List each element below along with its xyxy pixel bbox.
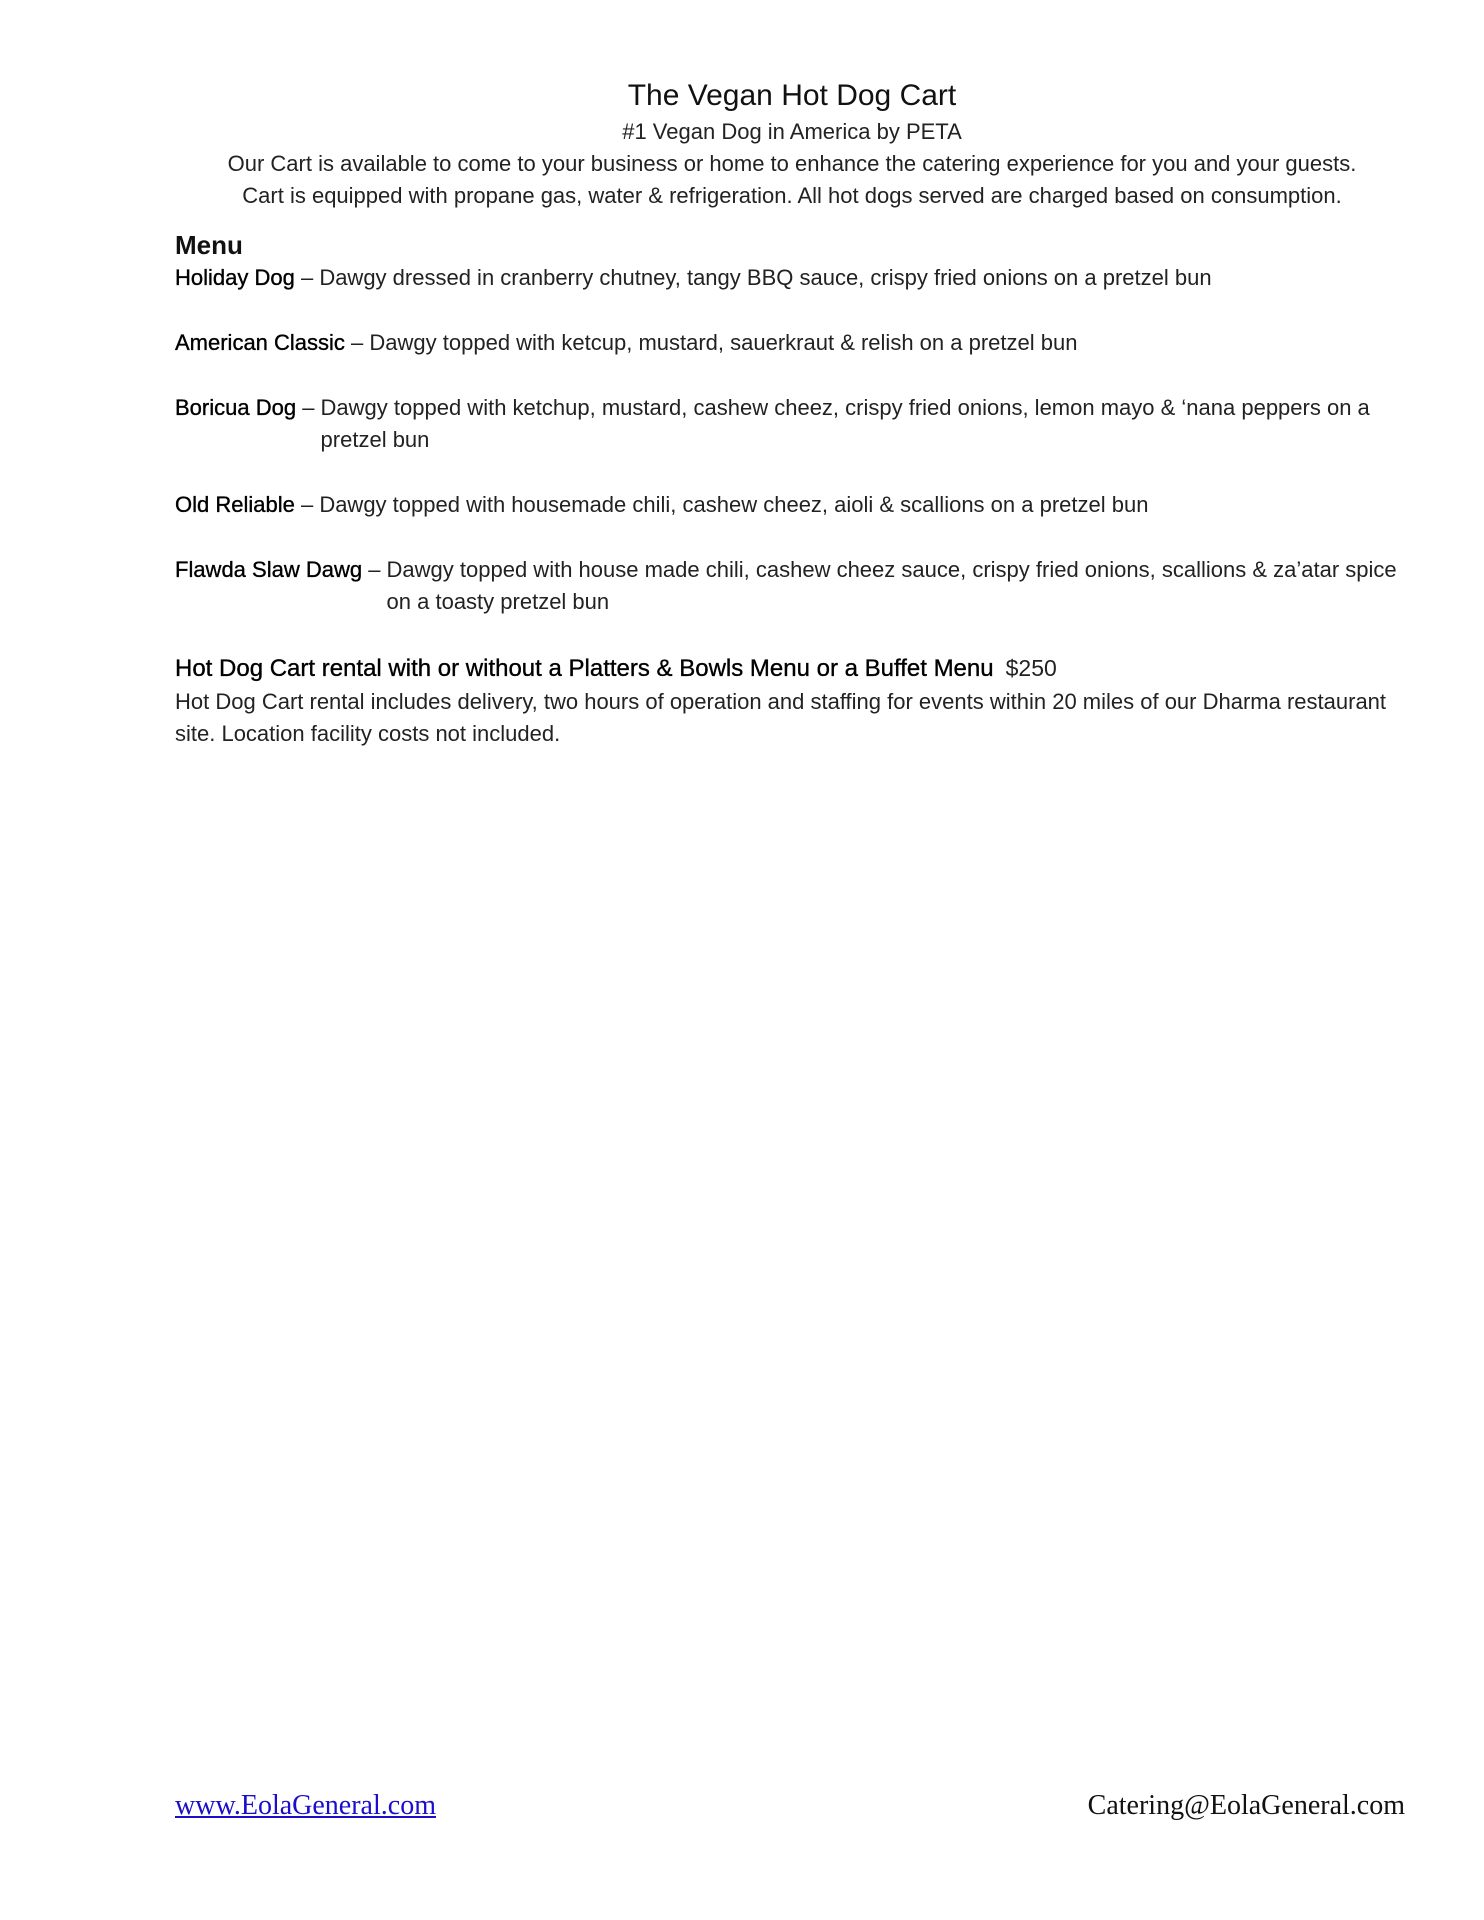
rental-description: Hot Dog Cart rental includes delivery, two hours of operation and staffing for events within 20 miles of our Dharma restaurant site. Location facility costs not included. [175, 689, 1387, 746]
intro-line-2: Cart is equipped with propane gas, water & refrigeration. All hot dogs served are charged based on consumption. [242, 183, 1342, 208]
menu-item-boricua-dog [175, 392, 1415, 456]
menu-item-description: Dawgy topped with ketchup, mustard, cashew cheez, crispy fried onions, lemon mayo & ‘nana peppers on a pretzel bun [320, 395, 1370, 452]
rental-price: $250 [1005, 655, 1057, 681]
menu-item-name: Boricua Dog [175, 395, 297, 420]
menu-item-american-classic [175, 327, 1415, 359]
footer [175, 1788, 1405, 1824]
menu-item-separator: – [296, 395, 321, 420]
menu-item-separator: – [362, 557, 387, 582]
page-subtitle: #1 Vegan Dog in America by PETA [622, 119, 962, 144]
menu-item-separator: – [294, 492, 320, 517]
rental-heading [175, 651, 1415, 686]
rental-section [175, 651, 1415, 750]
website-link[interactable]: www.EolaGeneral.com [175, 1790, 436, 1821]
menu-item-description: Dawgy topped with house made chili, cashew cheez sauce, crispy fried onions, scallions & za’atar spice on a toasty pretzel bun [386, 557, 1397, 614]
menu-item-separator: – [344, 330, 370, 355]
catering-email: Catering@EolaGeneral.com [1087, 1790, 1405, 1821]
menu-item-separator: – [294, 265, 320, 290]
intro-line-1: Our Cart is available to come to your business or home to enhance the catering experience for you and your guests. [227, 151, 1357, 176]
menu-item-old-reliable [175, 489, 1415, 521]
menu-item-flawda-slaw-dawg [175, 554, 1415, 618]
menu-item-name: American Classic [175, 330, 345, 355]
menu-item-name: Old Reliable [175, 492, 295, 517]
menu-item-description: Dawgy dressed in cranberry chutney, tangy BBQ sauce, crispy fried onions on a pretzel bun [319, 265, 1212, 290]
menu-item-description: Dawgy topped with housemade chili, cashew cheez, aioli & scallions on a pretzel bun [319, 492, 1149, 517]
menu-item-holiday-dog [175, 262, 1415, 294]
menu-section [175, 228, 1415, 750]
rental-title: Hot Dog Cart rental with or without a Platters & Bowls Menu or a Buffet Menu [175, 655, 994, 682]
header [140, 76, 1444, 212]
menu-item-name: Flawda Slaw Dawg [175, 557, 363, 582]
menu-heading: Menu [175, 230, 243, 260]
menu-item-name: Holiday Dog [175, 265, 295, 290]
menu-item-description: Dawgy topped with ketcup, mustard, sauerkraut & relish on a pretzel bun [369, 330, 1078, 355]
page-title: The Vegan Hot Dog Cart [627, 79, 957, 112]
